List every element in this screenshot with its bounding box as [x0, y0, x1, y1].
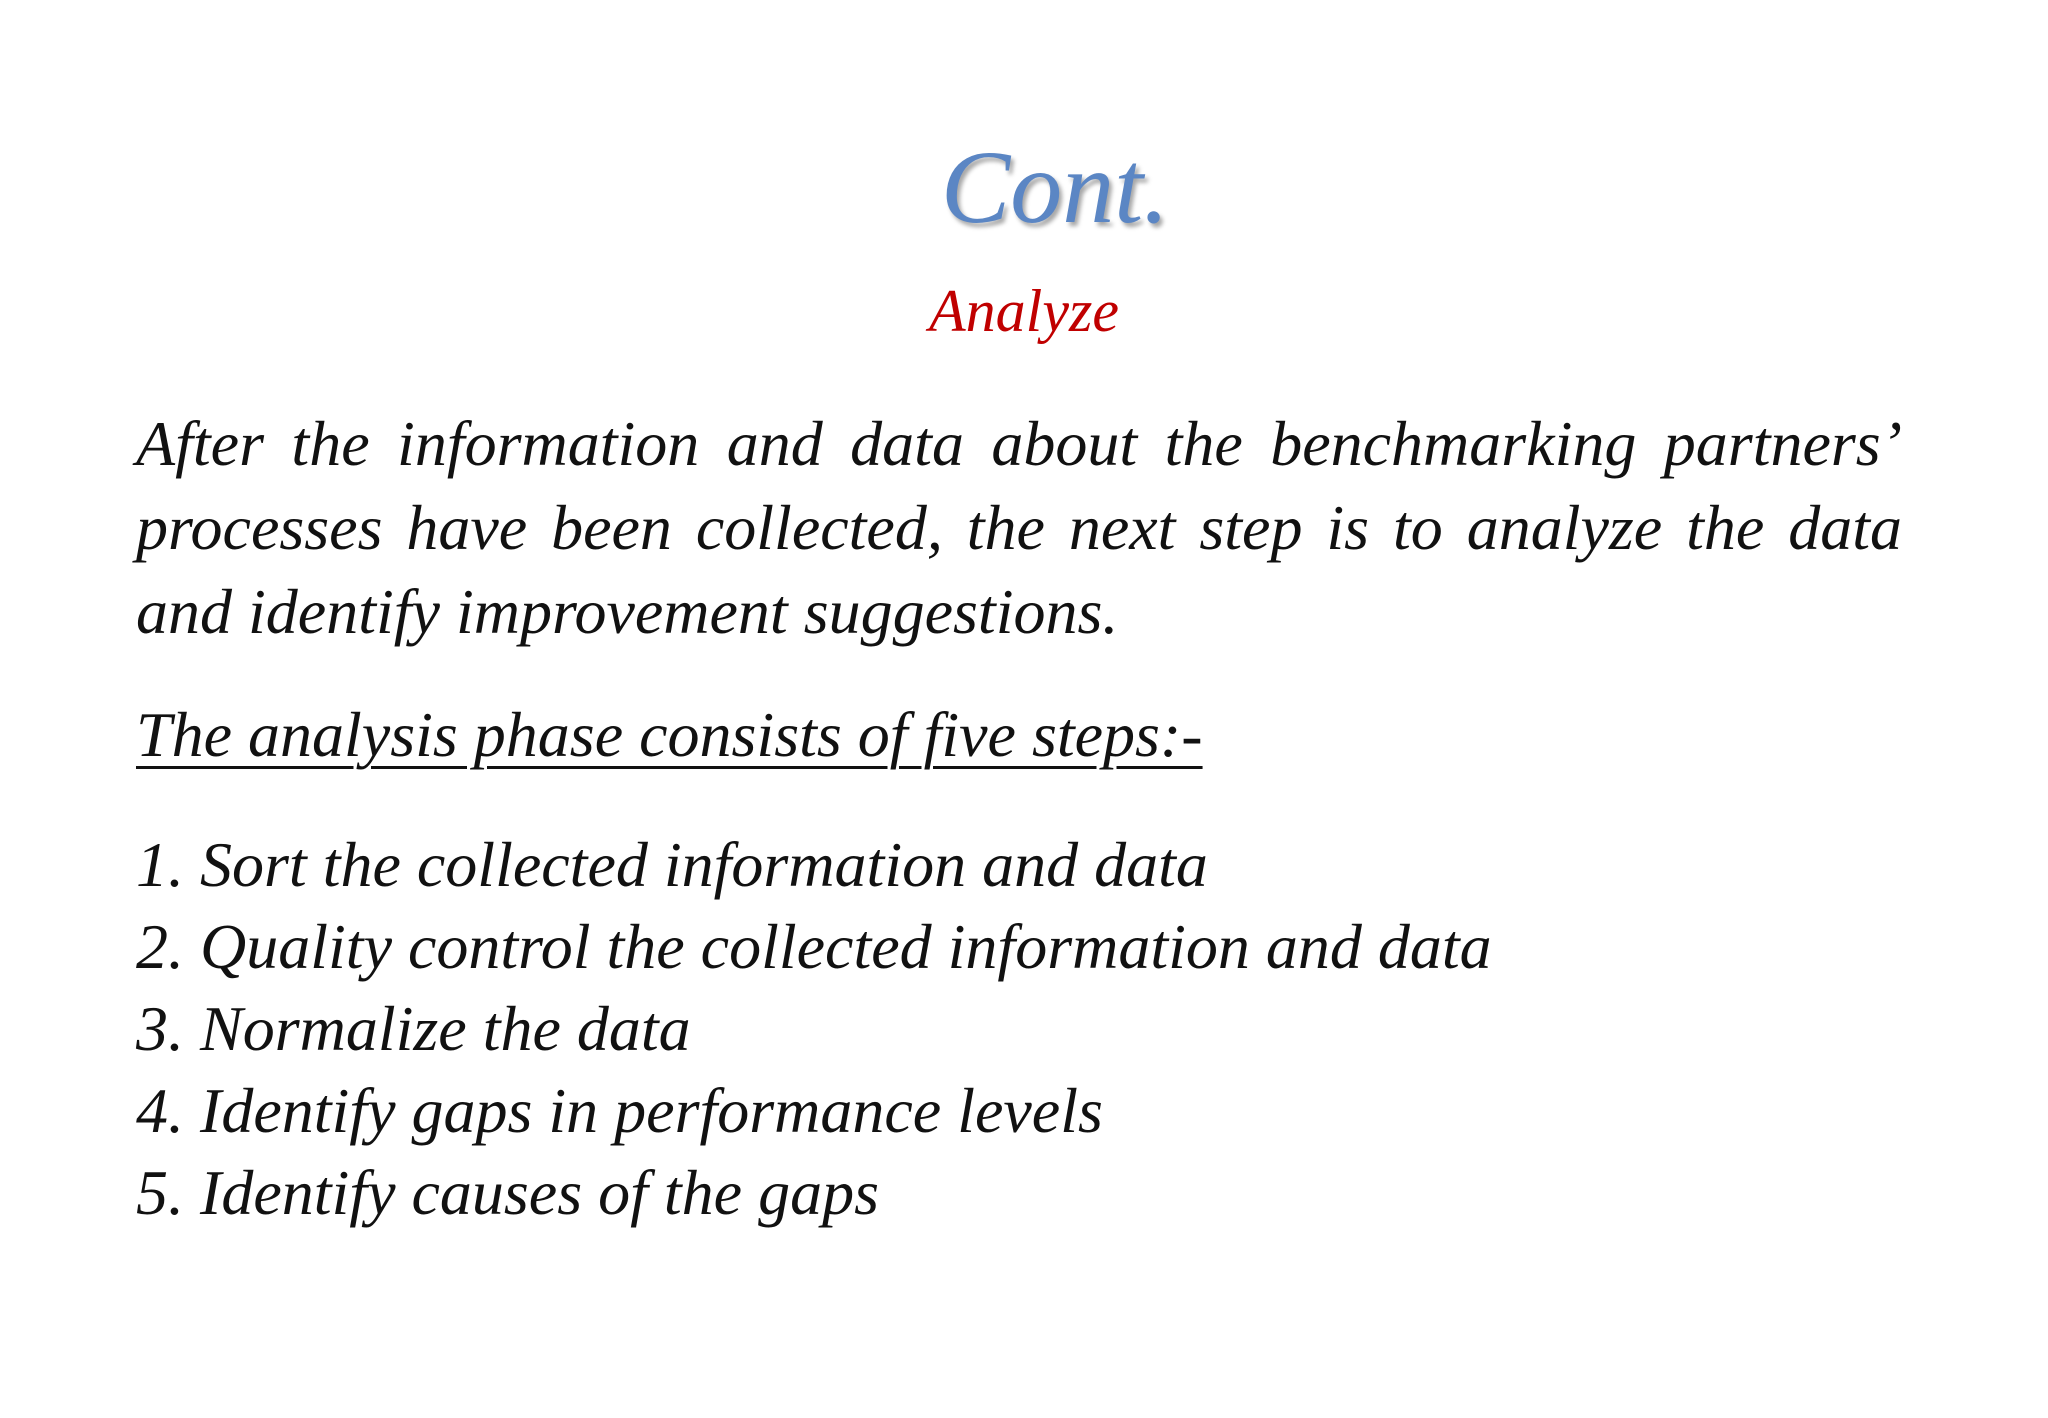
intro-paragraph: After the information and data about the benchmarking partners’ processes have been collected, the next step is to analyze the data and identify improvement suggestions. — [136, 408, 1902, 647]
phase-heading: The analysis phase consists of five steps:- — [136, 699, 1203, 770]
step-item: 3. Normalize the data — [136, 993, 691, 1064]
slide-title: Cont. — [940, 130, 1170, 245]
slide-subtitle: Analyze — [929, 278, 1119, 344]
steps-list — [136, 824, 1492, 1234]
step-item: 4. Identify gaps in performance levels — [136, 1075, 1103, 1146]
step-item: 1. Sort the collected information and data — [136, 829, 1208, 900]
step-item: 2. Quality control the collected information and data — [136, 911, 1492, 982]
step-item: 5. Identify causes of the gaps — [136, 1157, 879, 1228]
